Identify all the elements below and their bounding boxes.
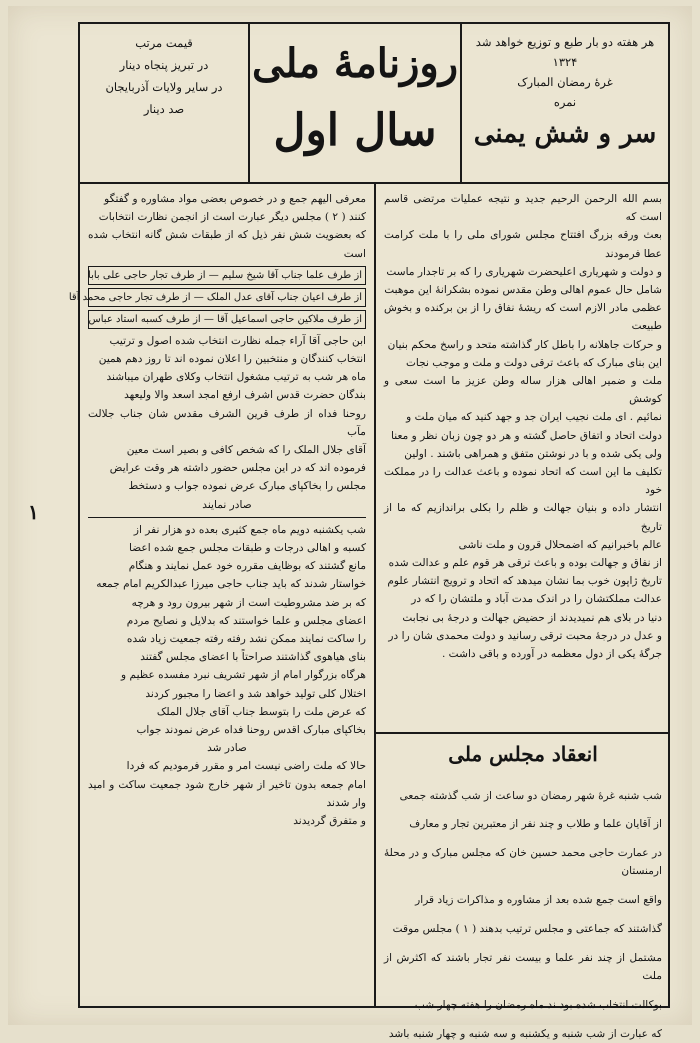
masthead-divider xyxy=(460,24,462,182)
text-line: مشتمل از چند نفر علما و بیست نفر تجار باشند که اکثرش از ملت xyxy=(384,951,662,982)
text-line: صادر شد xyxy=(207,742,247,755)
price-tabriz: در تبریز پنجاه دینار xyxy=(119,58,209,72)
text-line: واقع است جمع شده بعد از مشاوره و مذاکرات زیاد قرار xyxy=(415,894,662,907)
text-line: ابن حاجی آقا آراء جمله نظارت انتخاب شده اصول و ترتیب xyxy=(109,334,366,347)
section-heading: انعقاد مجلس ملی xyxy=(376,732,670,772)
masthead-right xyxy=(462,24,668,182)
text-line: از آقایان علما و طلاب و چند نفر از معتبرین تجار و معارف xyxy=(409,818,662,831)
masthead xyxy=(80,24,668,184)
price-heading: قیمت مرتب xyxy=(135,36,193,50)
text-line: این بنای مبارک که باعث ترقی دولت و ملت و موجب نجات xyxy=(405,356,662,369)
text-line: آقای جلال الملک را که شخص کافی و بصیر است معین xyxy=(126,444,366,457)
text-line: که بر ضد مشروطیت است از شهر بیرون رود و هرچه xyxy=(131,596,366,609)
price-provinces: در سایر ولایات آذربایجان xyxy=(105,80,223,94)
text-line: معرفی الیهم جمع و در خصوص بعضی مواد مشاوره و گفتگو xyxy=(104,193,366,205)
text-line: تاریخ ژاپون خوب بما نشان میدهد که اتحاد و ترویج انتشار علوم xyxy=(387,575,662,588)
text-line: عالم باخبرانیم که اضمحلال قرون و ملت ناشی xyxy=(458,538,662,551)
text-line: بنای هیاهوی گذاشتند صراحتاً با اعضای مجلس گفتند xyxy=(140,651,366,664)
text-line: کنند ( ۲ ) مجلس دیگر عبارت است از انجمن نظارت انتخابات xyxy=(98,211,366,224)
publication-schedule: هر هفته دو بار طبع و توزیع خواهد شد xyxy=(475,35,655,49)
masthead-divider xyxy=(248,24,250,182)
text-line: که بعضویت شش نفر ذیل که از طبقات شش گانه انتخاب شده است xyxy=(88,229,366,260)
text-line: نمائیم . ای ملت نجیب ایران جد و جهد کنید که میان ملت و xyxy=(406,411,662,424)
text-line: هرگاه بزرگوار امام از شهر تشریف نبرد مفسده عظیم و xyxy=(121,669,366,682)
text-line: و عدل در درجهٔ محبت ترقی رسانید و دولت محمدی شان را در xyxy=(388,629,662,642)
text-line: انتشار داده و بنیان جهالت و ظلم را بکلی براندازیم که ما از تاریخ xyxy=(384,502,662,533)
text-line: عظمی مادر الازم است که ریشهٔ نفاق را از بن برکنده و بخوش طبیعت xyxy=(384,302,662,333)
price-provinces-amount: صد دینار xyxy=(143,102,185,116)
text-line: تکلیف ما این است که اتحاد نموده و باعث عدالت را در مملکت خود xyxy=(384,466,662,497)
text-line: ولی یکی شده و با در نوشتن متفق و همراهی باشند . اولین xyxy=(404,447,662,460)
issue-number: سر و شش یمنی xyxy=(473,119,657,149)
text-line: مجلس را بخاکپای مبارک عرض نموده جواب و دستخط xyxy=(128,480,366,493)
text-line: که عرض ملت را بتوسط جناب آقای جلال الملک xyxy=(156,705,366,718)
text-line: و متفرق گردیدند xyxy=(293,815,366,828)
text-line: شب شنبه غرهٔ شهر رمضان دو ساعت از شب گذشته جمعی xyxy=(399,789,662,802)
newspaper-year-title: سال اول xyxy=(273,105,437,156)
text-line: را ساکت نمایند ممکن نشد رفته رفته جمعیت زیاد شده xyxy=(126,633,366,646)
text-line: روحنا فداه از طرف قرین الشرف مقدس شان جناب جلالت مآب xyxy=(88,407,366,438)
text-line: انتخاب کنندگان و منتخبین را اعلان نموده اند تا روز دهم همین xyxy=(98,353,366,366)
text-line: فرموده اند که در این مجلس حضور داشته هر وقت عرایض xyxy=(109,462,366,475)
text-line: ماه هر شب به ترتیب مشغول انتخاب وکلای طهران میباشند xyxy=(106,371,366,384)
masthead-year: ۱۳۲۴ xyxy=(552,55,578,69)
text-line: از نفاق و جهالت بوده و باعث ترقی هر قوم علم و عدالت شده xyxy=(388,557,662,570)
boxed-member-line: از طرف اعیان جناب آقای عدل الملک — از طرف تجار حاجی محمد آقا xyxy=(88,288,366,307)
text-line: عدالت مملکتشان را در اندک مدت آباد و ملتشان را که در xyxy=(411,593,662,606)
article-separator xyxy=(88,517,366,518)
text-line: دنیا در بلای هم نمیدیدند از حضیض جهالت و درجهٔ بی نجابت xyxy=(402,611,662,624)
text-line: جرگهٔ یکی از دول معظمه در آورده و باقی داشت . xyxy=(441,648,662,661)
masthead-date: غرهٔ رمضان المبارک xyxy=(517,75,613,89)
text-line: شامل حال عموم اهالی وطن مقدس نموده بشکرانهٔ این موهبت xyxy=(384,284,662,297)
text-line: اعضای مجلس و علما خواستند که بدلایل و نصایح مردم xyxy=(126,614,366,627)
text-line: خواستار شدند که باید جناب حاجی میرزا عبدالکریم امام جمعه xyxy=(96,578,366,591)
text-line: بعث ورقه بزرگ افتتاح مجلس شورای ملی را با ملت کرامت عطا فرمودند xyxy=(384,229,662,260)
text-line: و حرکات جاهلانه را باطل کار گذاشته متحد و راسخ محکم بنیان xyxy=(387,338,662,351)
margin-page-number: ۱ xyxy=(28,500,39,524)
text-line: حالا که ملت راضی نیست امر و مقرر فرمودیم که فردا xyxy=(126,760,366,773)
text-line: صادر نمایند xyxy=(202,498,252,511)
text-line: بخاکپای مبارک اقدس روحنا فداه عرض نمودند جواب xyxy=(136,724,366,737)
issue-label: نمره xyxy=(553,95,577,109)
right-column-article xyxy=(376,184,670,732)
right-column-section-body xyxy=(376,776,670,1040)
page-frame xyxy=(68,22,670,1040)
text-line: دولت اتحاد و اتفاق حاصل گشته و هر دو چون زبان نظر و معنا xyxy=(391,429,662,442)
text-line: و دولت و شهریاری اعلیحضرت شهریاری را که بر تاجدار ماست xyxy=(386,265,662,278)
text-line: کسبه و اهالی درجات و طبقات مجلس جمع شده اعضا xyxy=(129,542,366,555)
text-line: که عبارت از شب شنبه و یکشنبه و سه شنبه و چهار شنبه باشد xyxy=(388,1027,662,1040)
text-line: شب یکشنبه دویم ماه جمع کثیری بعده دو هزار نفر از xyxy=(133,523,366,536)
masthead-left xyxy=(80,24,248,182)
text-line: بندگان حضرت قدس اشرف ارفع امجد اسعد والا ولیعهد xyxy=(124,389,366,402)
text-line: گذاشتند که جماعتی و مجلس ترتیب بدهند ( ۱ ) مجلس موقت xyxy=(392,922,662,935)
text-line: بوکالت انتخاب شده بود ند ماه رمضان را هفته چهار شب xyxy=(414,998,662,1011)
text-line: امام جمعه بدون تاخیر از شهر خارج شود جمعیت ساکت و امید وار شدند xyxy=(88,778,366,809)
text-line: ملت و ضمیر اهالی هزار ساله وطن عزیز ما است سعی و کوشش xyxy=(384,375,662,406)
text-line: بسم الله الرحمن الرحیم جدید و نتیجه عملیات مرتضی قاسم است که xyxy=(384,193,662,224)
text-line: مانع گشتند که بوظایف مقرره خود عمل نمایند و هنگام xyxy=(128,560,366,573)
masthead-center xyxy=(250,24,460,182)
left-column-article xyxy=(68,184,374,1008)
text-line: اختلال کلی تولید خواهد شد و اعضا را مجبور کردند xyxy=(145,687,366,700)
newspaper-title: روزنامهٔ ملی xyxy=(251,40,459,87)
text-line: در عمارت حاجی محمد حسین خان که مجلس مبارک و در محلهٔ ارمنستان xyxy=(384,847,662,878)
boxed-member-line: از طرف علما جناب آقا شیخ سلیم — از طرف تجار حاجی علی بابا xyxy=(88,266,366,285)
boxed-member-line: از طرف ملاکین حاجی اسماعیل آقا — از طرف کسبه استاد عباس xyxy=(88,310,366,329)
